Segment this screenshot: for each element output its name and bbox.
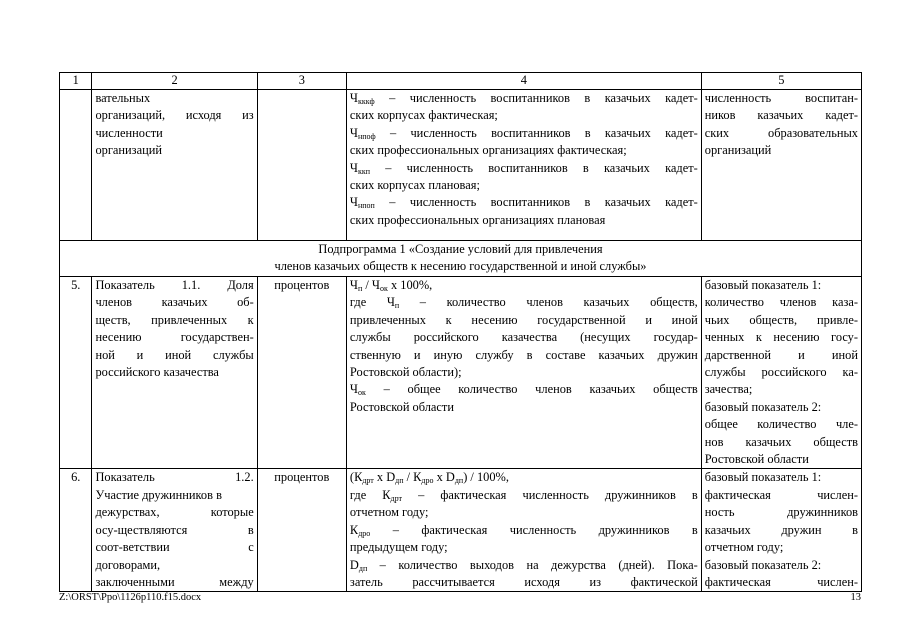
base-line: Ростовской области bbox=[704, 452, 809, 467]
row6-formula-cell bbox=[346, 469, 701, 592]
formula-line: ских профессиональных организациях плановая bbox=[349, 212, 606, 227]
cont-formula-cell bbox=[346, 90, 701, 241]
row5-formula-cell bbox=[346, 277, 701, 469]
base-line: базовый показатель 2: bbox=[704, 557, 822, 572]
table-row-continuation bbox=[60, 90, 862, 241]
base-line: отчетном году; bbox=[704, 540, 784, 555]
name-line: Показатель 1.1. Доля bbox=[95, 278, 254, 292]
cont-name-line: организаций, исходя из bbox=[95, 108, 254, 123]
base-line: ность дружинников bbox=[704, 505, 858, 520]
formula-line: ских корпусах плановая; bbox=[349, 178, 480, 193]
formula-line: ских корпусах фактическая; bbox=[349, 108, 498, 123]
formula-line: где $К_{дрт}$ – фактическая численность дружинников в bbox=[349, 487, 698, 503]
row6-unit: процентов bbox=[257, 469, 346, 592]
cont-base-cell bbox=[701, 90, 861, 241]
base-line: нов казачьих обществ bbox=[704, 434, 858, 449]
base-line: общее количество чле- bbox=[704, 417, 858, 432]
name-line: российского казачества bbox=[95, 365, 219, 380]
header-col-1: 1 bbox=[60, 73, 92, 90]
footer-page-number: 13 bbox=[850, 592, 861, 603]
row6-num: 6. bbox=[60, 469, 92, 592]
base-line: ченных к несению госу- bbox=[704, 330, 858, 345]
subprogram-line: членов казачьих обществ к несению государственной и иной службы» bbox=[274, 259, 647, 274]
header-col-4: 4 bbox=[346, 73, 701, 90]
base-line: службы российского ка- bbox=[704, 365, 858, 380]
base-line: фактическая числен- bbox=[704, 574, 858, 589]
base-line: ников казачьих кадет- bbox=[704, 108, 858, 123]
base-line: фактическая числен- bbox=[704, 487, 858, 502]
row6-name-cell bbox=[92, 469, 257, 592]
name-line: членов казачьих об- bbox=[95, 295, 254, 310]
formula-line: отчетном году; bbox=[349, 505, 429, 520]
formula-line: ских профессиональных организациях фактическая; bbox=[349, 143, 627, 158]
row5-name-cell bbox=[92, 277, 257, 469]
formula-line: предыдущем году; bbox=[349, 540, 448, 555]
base-line: чьих обществ, привле- bbox=[704, 312, 858, 327]
header-col-2: 2 bbox=[92, 73, 257, 90]
base-line: количество членов каза- bbox=[704, 295, 858, 310]
cont-name-line: численности bbox=[95, 125, 163, 140]
formula-main: ($К_{дрт}$ х $D_{дп} / К_{дро}$ х $D_{дп}) / 100\%$, bbox=[349, 470, 509, 486]
formula-line: привлеченных к несению государственной и иной bbox=[349, 312, 698, 327]
name-line: ществ, привлеченных к bbox=[95, 312, 254, 327]
cont-num-cell bbox=[60, 90, 92, 241]
cont-name-line: организаций bbox=[95, 143, 162, 158]
base-line: базовый показатель 1: bbox=[704, 470, 822, 485]
base-line: ских образовательных bbox=[704, 125, 858, 140]
base-line: базовый показатель 1: bbox=[704, 278, 822, 292]
row5-base-cell bbox=[701, 277, 861, 469]
base-line: организаций bbox=[704, 143, 772, 158]
table-row-6 bbox=[60, 469, 862, 592]
formula-line: затель рассчитывается исходя из фактической bbox=[349, 574, 698, 589]
cont-unit-cell bbox=[257, 90, 346, 241]
formula-line: $Ч_{ок}$ – общее количество членов казачьих обществ bbox=[349, 382, 698, 398]
subprogram-title bbox=[60, 241, 862, 277]
formula-line: ственную и иную службу в составе казачьих дружин bbox=[349, 347, 698, 362]
formula-line: $Ч_{нпоп}$ – численность воспитанников в казачьих кадет- bbox=[349, 195, 698, 211]
base-line: казачьих дружин в bbox=[704, 522, 858, 537]
formula-main: $Ч_п / Ч_{ок}$ х 100%, bbox=[349, 278, 433, 293]
base-line: численность воспитан- bbox=[704, 91, 858, 105]
table-row-5 bbox=[60, 277, 862, 469]
name-line: осу-ществляются в bbox=[95, 522, 254, 537]
formula-line: Ростовской области bbox=[349, 399, 454, 414]
footer-file-path: Z:\ORST\Ppo\1126p110.f15.docx bbox=[59, 592, 202, 603]
name-line: Участие дружинников в bbox=[95, 487, 222, 502]
row5-num: 5. bbox=[60, 277, 92, 469]
cont-name-line: вательных bbox=[95, 91, 151, 105]
formula-line: службы российского казачества (несущих государ- bbox=[349, 330, 698, 345]
header-col-3: 3 bbox=[257, 73, 346, 90]
name-line: Показатель 1.2. bbox=[95, 470, 254, 485]
row5-unit: процентов bbox=[257, 277, 346, 469]
formula-line: где $Ч_п$ – количество членов казачьих обществ, bbox=[349, 295, 698, 311]
formula-line: $Ч_{нпоф}$ – численность воспитанников в казачьих кадет- bbox=[349, 125, 698, 141]
name-line: заключенными между bbox=[95, 574, 254, 589]
base-line: зачества; bbox=[704, 382, 753, 397]
table-header-row bbox=[60, 73, 862, 90]
formula-line: $Ч_{ккп}$ – численность воспитанников в казачьих кадет- bbox=[349, 160, 698, 176]
base-line: дарственной и иной bbox=[704, 347, 858, 362]
subprogram-line: Подпрограмма 1 «Создание условий для привлечения bbox=[318, 242, 603, 256]
formula-line: Ростовской области); bbox=[349, 365, 462, 380]
base-line: базовый показатель 2: bbox=[704, 399, 822, 414]
header-col-5: 5 bbox=[701, 73, 861, 90]
name-line: ной и иной службы bbox=[95, 347, 254, 362]
name-line: несению государствен- bbox=[95, 330, 254, 345]
name-line: соот-ветствии с bbox=[95, 540, 254, 555]
name-line: договорами, bbox=[95, 557, 161, 572]
subprogram-row bbox=[60, 241, 862, 277]
formula-line: $К_{дро}$ – фактическая численность дружинников в bbox=[349, 522, 698, 538]
formula-line: $D_{дп}$ – количество выходов на дежурства (дней). Пока- bbox=[349, 557, 698, 573]
cont-name-cell bbox=[92, 90, 257, 241]
name-line: дежурствах, которые bbox=[95, 505, 254, 520]
indicator-table bbox=[59, 72, 862, 592]
row6-base-cell bbox=[701, 469, 861, 592]
formula-line: $Ч_{кккф}$ – численность воспитанников в казачьих кадет- bbox=[349, 91, 698, 106]
